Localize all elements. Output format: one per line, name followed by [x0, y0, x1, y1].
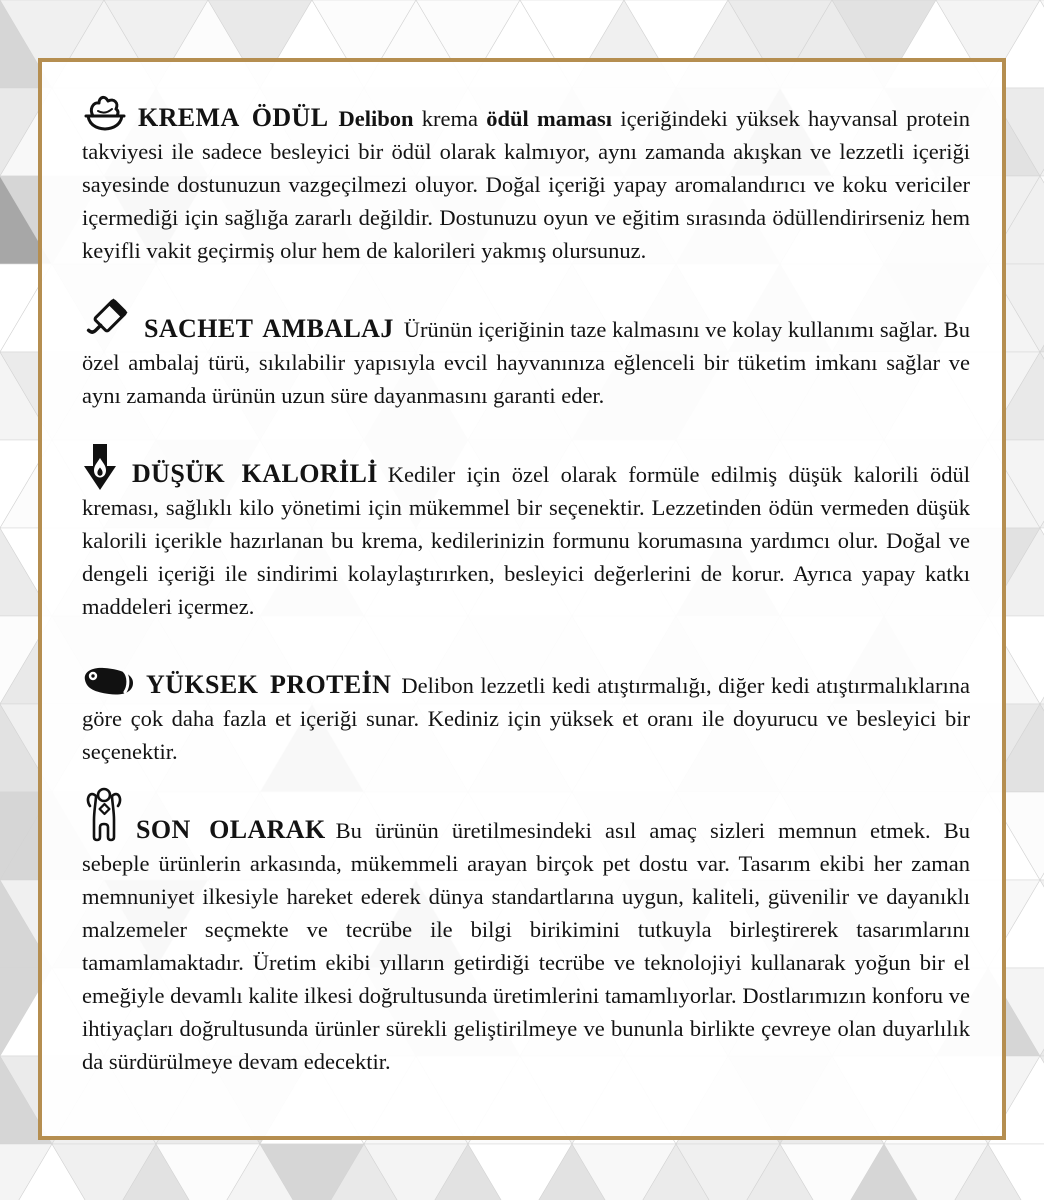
section-yuksek-protein [82, 663, 970, 768]
section-krema-odul [82, 96, 970, 267]
section-text: krema [421, 106, 487, 131]
description-card [38, 58, 1006, 1140]
section-son-olarak [82, 808, 970, 1078]
section-text: Kediler için özel olarak formüle edilmiş düşük kalorili ödül kreması, sağlıklı kilo yönetimi için mükemmel bir seçenektir. Lezzetinden ödün vermeden düşük kalorili içerikle hazırlanan bu krema, kedilerinizin formunu korumasına yardımcı olur. Doğal ve dengeli içeriği ile sindirimi kolaylaştırırken, besleyici değerlerini de korur. Ayrıca yapay katkı maddeleri içermez. [82, 462, 970, 619]
section-text: Delibon [338, 106, 422, 131]
section-sachet-ambalaj [82, 307, 970, 412]
section-heading: KREMA ÖDÜL [138, 103, 329, 132]
section-text: ödül maması [486, 106, 621, 131]
sachet-icon [82, 307, 144, 337]
section-text: Delibon lezzetli kedi atıştırmalığı, diğer kedi atıştırmalıklarına göre çok daha fazla et içeriği sunar. Kediniz için yüksek et oranı ile doyurucu ve besleyici bir seçenektir. [82, 673, 970, 764]
section-text: Bu ürünün üretilmesindeki asıl amaç sizleri memnun etmek. Bu sebeple ürünlerin arkasında, mükemmeli arayan birçok pet dostu var. Tasarım ekibi her zaman memnuniyet ilkesiyle hareket ederek dünya standartlarına uygun, kaliteli, güvenilir ve dayanıklı malzemeler seçmekte ve tecrübe ile bilgi birikimini tutkuyla birleştirerek tasarımlarını tamamlamaktadır. Üretim ekibi yılların getirdiği tecrübe ve teknolojiyi kullanarak yoğun bir el emeğiyle devamlı kalite ilkesi doğrultusunda üretimlerini tamamlıyorlar. Dostlarımızın konforu ve ihtiyaçları doğrultusunda ürünler sürekli geliştirilmeye ve bununla birlikte çevreye olan duyarlılık da sürdürülmeye devam edecektir. [82, 818, 971, 1074]
section-heading: SON OLARAK [136, 815, 326, 844]
cheering-person-icon [82, 808, 136, 838]
steak-icon [82, 663, 146, 693]
cream-bowl-icon [82, 96, 138, 126]
section-heading: DÜŞÜK KALORİLİ [132, 459, 378, 488]
section-dusuk-kalorili [82, 452, 970, 623]
low-calorie-arrow-icon [82, 452, 132, 482]
section-text: Ürünün içeriğinin taze kalmasını ve kolay kullanımı sağlar. Bu özel ambalaj türü, sıkılabilir yapısıyla evcil hayvanınıza eğlenceli bir tüketim imkanı sağlar ve aynı zamanda ürünün uzun süre dayanmasını garanti eder. [82, 317, 970, 408]
section-heading: YÜKSEK PROTEİN [146, 670, 392, 699]
section-heading: SACHET AMBALAJ [144, 314, 394, 343]
section-text: içeriğindeki yüksek hayvansal protein takviyesi ile sadece besleyici bir ödül olarak kalmıyor, aynı zamanda akışkan ve lezzetli içeriği sayesinde dostunuzun vazgeçilmezi oluyor. Doğal içeriği yapay aromalandırıcı ve koku vericiler içermediği için sağlığa zararlı değildir. Dostunuzu oyun ve eğitim sırasında ödüllendirirseniz hem keyifli vakit geçirmiş olur hem de kalorileri yakmış olursunuz. [82, 106, 971, 263]
